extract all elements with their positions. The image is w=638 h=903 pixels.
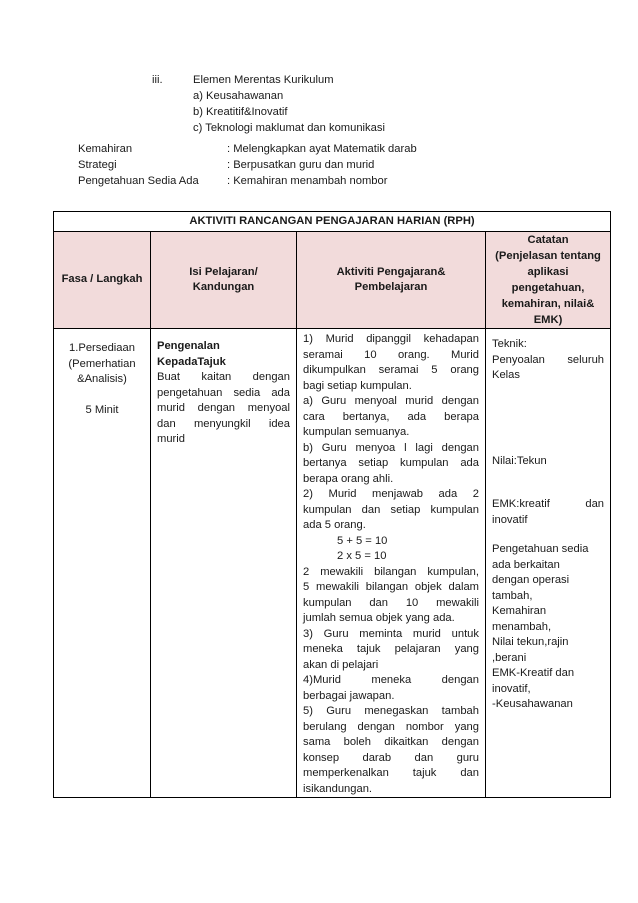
aktiviti-line: 2) Murid menjawab ada 2	[303, 488, 479, 500]
aktiviti-line: 2 x 5 = 10	[337, 550, 387, 562]
column-header-fasa: Fasa / Langkah	[54, 232, 151, 329]
aktiviti-line: kumpulan dan setiap kumpulan	[303, 503, 479, 516]
sub-item-keusahawanan: a) Keusahawanan	[193, 90, 284, 102]
catatan-nilai: Nilai:Tekun	[492, 454, 547, 467]
catatan-ringkasan-line: menambah,	[492, 620, 552, 633]
table-title: AKTIVITI RANCANGAN PENGAJARAN HARIAN (RPH)	[54, 212, 611, 232]
aktiviti-line: kumpulan dan 10 mewakili	[303, 596, 479, 609]
aktiviti-line: 5 + 5 = 10	[337, 534, 388, 547]
aktiviti-line: konsep darab dan guru	[303, 751, 479, 764]
catatan-ringkasan-line: EMK-Kreatif dan	[492, 667, 575, 679]
column-header-catatan-line: Catatan	[527, 234, 569, 246]
aktiviti-line: isikandungan.	[303, 782, 373, 795]
catatan-ringkasan-line: Nilai tekun,rajin	[492, 636, 569, 648]
isi-body-line: pengetahuan sedia ada	[157, 386, 290, 399]
catatan-ringkasan-line: ,berani	[492, 651, 527, 664]
aktiviti-line: kumpulan semuanya.	[303, 426, 410, 438]
aktiviti-cell	[297, 329, 486, 798]
aktiviti-line: 4)Murid meneka dengan	[303, 674, 479, 686]
rph-table	[53, 211, 611, 798]
catatan-teknik-line: Kelas	[492, 369, 520, 381]
fasa-line: (Pemerhatian	[68, 357, 136, 370]
column-header-aktiviti-line: Aktiviti Pengajaran&	[336, 265, 446, 278]
table-row	[54, 329, 611, 798]
aktiviti-line: meneka tajuk pelajaran yang	[303, 643, 479, 655]
catatan-ringkasan	[492, 542, 604, 713]
isi-body-line: Buat kaitan dengan	[157, 371, 290, 383]
info-label-kemahiran: Kemahiran	[78, 143, 133, 155]
aktiviti-line: 2 mewakili bilangan kumpulan,	[303, 565, 479, 578]
aktiviti-line: berbagai jawapan.	[303, 689, 395, 702]
fasa-line: 5 Minit	[85, 404, 119, 416]
column-header-catatan-line: (Penjelasan tentang	[495, 250, 601, 262]
fasa-line	[60, 388, 144, 404]
aktiviti-line: b) Guru menyoa l lagi dengan	[303, 441, 479, 454]
table-header-row	[54, 232, 611, 329]
catatan-emk-line: inovatif	[492, 513, 528, 526]
isi-cell	[151, 329, 297, 798]
column-header-isi	[151, 232, 297, 329]
catatan-teknik-line: Teknik:	[492, 338, 527, 350]
info-value-pengetahuan: : Kemahiran menambah nombor	[227, 175, 388, 187]
element-title: Elemen Merentas Kurikulum	[193, 74, 334, 86]
column-header-isi-line: Kandungan	[192, 281, 255, 293]
column-header-aktiviti-line: Pembelajaran	[354, 281, 428, 293]
fasa-line: 1.Persediaan	[69, 342, 135, 354]
column-header-catatan-line: pengetahuan,	[511, 282, 585, 294]
aktiviti-text	[303, 332, 479, 797]
aktiviti-line: memperkenalkan tajuk dan	[303, 767, 479, 779]
column-header-catatan-line: kemahiran, nilai&	[501, 298, 595, 310]
catatan-teknik-line: Penyoalan seluruh	[492, 353, 605, 366]
fasa-cell	[54, 329, 151, 798]
sub-item-kreatif: b) Kreatitif&Inovatif	[193, 106, 288, 118]
catatan-ringkasan-line: inovatif,	[492, 682, 531, 695]
catatan-ringkasan-line: tambah,	[492, 589, 533, 602]
catatan-cell	[486, 329, 611, 798]
aktiviti-line: bertanya setiap kumpulan ada	[303, 457, 479, 469]
isi-body-line: murid	[157, 433, 185, 445]
aktiviti-line: berulang dengan nombor yang	[303, 720, 479, 733]
aktiviti-line: 3) Guru meminta murid untuk	[303, 627, 479, 640]
aktiviti-line: berapa orang ahli.	[303, 472, 394, 485]
column-header-isi-line: Isi Pelajaran/	[189, 265, 258, 278]
catatan-emk-line: EMK:kreatif dan	[492, 498, 605, 510]
aktiviti-line: a) Guru menyoal murid dengan	[303, 395, 479, 407]
aktiviti-line: cara bertanya, ada berapa	[303, 410, 479, 423]
catatan-ringkasan-line: Pengetahuan sedia	[492, 543, 589, 555]
aktiviti-line: 5 mewakili bilangan objek dalam	[303, 581, 479, 593]
isi-title-line: Pengenalan	[157, 340, 220, 352]
fasa-line: &Analisis)	[77, 373, 127, 385]
isi-body-line: murid dengan menyoal	[157, 402, 290, 414]
column-header-catatan	[486, 232, 611, 329]
aktiviti-line: 5) Guru menegaskan tambah	[303, 705, 479, 717]
info-value-strategi: : Berpusatkan guru dan murid	[227, 159, 375, 171]
catatan-ringkasan-line: ada berkaitan	[492, 558, 560, 571]
aktiviti-line: dikumpulkan seramai 5 orang	[303, 364, 479, 376]
aktiviti-line: sama boleh dikaitkan dengan	[303, 736, 479, 748]
element-number: iii.	[152, 74, 163, 86]
column-header-catatan-line: EMK)	[533, 314, 563, 326]
info-label-pengetahuan: Pengetahuan Sedia Ada	[78, 175, 199, 187]
aktiviti-line: seramai 10 orang. Murid	[303, 348, 479, 361]
aktiviti-line: jumlah semua objek yang ada.	[303, 612, 455, 624]
aktiviti-line: akan di pelajari	[303, 658, 379, 671]
column-header-catatan-line: aplikasi	[527, 266, 569, 278]
column-header-aktiviti	[297, 232, 486, 329]
info-value-kemahiran: : Melengkapkan ayat Matematik darab	[227, 143, 417, 155]
catatan-ringkasan-line: Kemahiran	[492, 605, 547, 617]
sub-item-teknologi: c) Teknologi maklumat dan komunikasi	[193, 122, 385, 134]
info-label-strategi: Strategi	[78, 159, 117, 171]
aktiviti-line: ada 5 orang.	[303, 519, 366, 531]
isi-title-line: KepadaTajuk	[157, 355, 226, 368]
aktiviti-line: 1) Murid dipanggil kehadapan	[303, 333, 479, 345]
aktiviti-line: bagi setiap kumpulan.	[303, 379, 412, 392]
catatan-ringkasan-line: dengan operasi	[492, 574, 570, 586]
catatan-ringkasan-line: -Keusahawanan	[492, 698, 573, 710]
isi-body-line: dan menyungkil idea	[157, 417, 290, 430]
